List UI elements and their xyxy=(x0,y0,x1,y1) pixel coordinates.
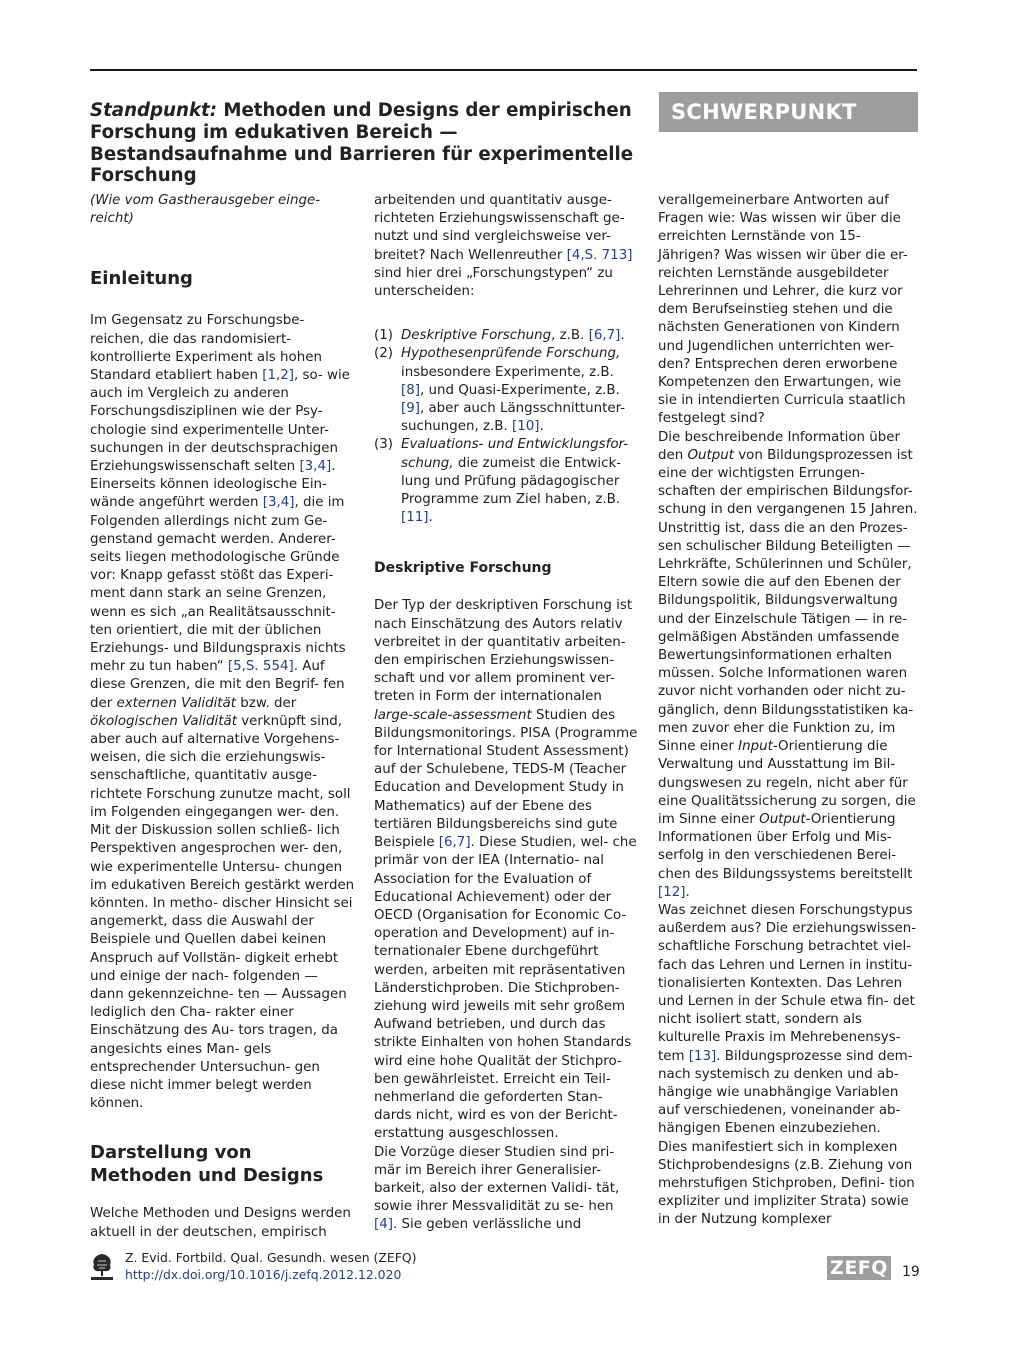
citation-link[interactable]: [6,7] xyxy=(588,328,621,344)
column-1 xyxy=(90,192,355,1242)
doi-link[interactable]: http://dx.doi.org/10.1016/j.zefq.2012.12.020 xyxy=(125,1267,402,1282)
paragraph-intro: arbeitenden und quantitativ ausge- richteten Erziehungswissenschaft ge- nutzt und sind vergleichsweise ver- breitet? Nach Wellenreuther [4,S. 713] sind hier drei „Forschungstypen“ zu unterscheiden: xyxy=(374,193,633,300)
citation-link[interactable]: [10] xyxy=(512,419,540,435)
citation-link[interactable]: [3,4] xyxy=(299,459,332,475)
title-kicker: Standpunkt: xyxy=(90,100,218,121)
paragraph-einleitung: Im Gegensatz zu Forschungsbe- reichen, die das randomisiert- kontrollierte Experiment als hohen Standard etabliert haben [1,2], so- wie auch im Vergleich zu anderen Forschungsdisziplinen wie der Psy- chologie sind experimentelle Unter- suchungen in der deutschsprachigen Erziehungswissenschaft selten [3,4]. Einerseits können ideologische Ein- wände angeführt werden [3,4], die im Folgenden allerdings nicht zum Ge- genstand gemacht werden. Anderer- seits liegen methodologische Gründe vor: Knapp gefasst stößt das Experi- ment dann stark an seine Grenzen, wenn es sich „an Realitätsausschnit- ten orientiert, die mit der üblichen Erziehungs- und Bildungspraxis nichts mehr zu tun haben“ [5,S. 554]. Auf diese Grenzen, die mit den Begrif- fen der externen Validität bzw. der ökologischen Validität verknüpft sind, aber auch auf alternative Vorgehens- weisen, die sich die erziehungswis- senschaftliche, quantitativ ausge- richtete Forschung zunutze macht, soll im Folgenden eingegangen wer- den. Mit der Diskussion sollen schließ- lich Perspektiven angesprochen wer- den, wie experimentelle Untersu- chungen im edukativen Bereich gestärkt werden könnten. In metho- discher Hinsicht sei angemerkt, dass die Auswahl der Beispiele und Quellen dabei keinen Anspruch auf Vollstän- digkeit erhebt und einige der nach- folgenden — dann gekennzeichne- ten — Aussagen lediglich den Cha- rakter einer Einschätzung des Au- tors tragen, da angesichts eines Man- gels entsprechender Untersuchun- gen diese nicht immer belegt werden können. xyxy=(90,313,355,1112)
paragraph-forschungstypus: Was zeichnet diesen Forschungstypus außerdem aus? Die erziehungswissen- schaftliche Forschung betrachtet viel- fach das Lehren und Lernen in institu- tionalisierten Kontexten. Das Lehren und Lernen in der Schule etwa fin- det nicht isoliert statt, sondern als kulturelle Praxis im Mehrebenensys- tem [13]. Bildungsprozesse sind dem- nach systemisch zu denken und ab- hängige wie unabhängige Variablen auf verschiedenen, voneinander ab- hängigen Ebenen einzubeziehen. xyxy=(658,902,917,1137)
page-footer xyxy=(90,1250,920,1290)
citation-link[interactable]: [6,7] xyxy=(438,835,471,851)
column-3 xyxy=(658,192,920,1230)
zefq-logo: ZEFQ xyxy=(827,1256,891,1280)
paragraph-darstellung: Welche Methoden und Designs werden aktuell in der deutschen, empirisch xyxy=(90,1206,351,1240)
top-rule xyxy=(90,69,917,71)
editor-note: (Wie vom Gastherausgeber einge- reicht) xyxy=(90,193,321,227)
citation-link[interactable]: [9] xyxy=(401,401,420,417)
list-item: (2) Hypothesenprüfende Forschung, insbesondere Experimente, z.B. [8], und Quasi-Experimente, z.B. [9], aber auch Längsschnittunter- suchungen, z.B. [10]. xyxy=(374,346,626,435)
citation-link[interactable]: [5,S. 554] xyxy=(227,659,294,675)
paragraph-output: Die beschreibende Information über den Output von Bildungsprozessen ist eine der wichtigsten Errungen- schaften der empirischen Bildungsfor- schung in den vergangenen 15 Jahren. Unstrittig ist, dass die an den Prozes- sen schulischer Bildung Beteiligten — Lehrkräfte, Schülerinnen und Schüler, Eltern sowie die auf den Ebenen der Bildungspolitik, Bildungsverwaltung und der Einzelschule Tätigen — in re- gelmäßigen Abständen umfassende Bewertungsinformationen erhalten müssen. Solche Informationen waren zuvor nicht vorhanden oder nicht zu- gänglich, denn Bildungsstatistiken ka- men zuvor eher die Funktion zu, im Sinne einer Input-Orientierung die Verwaltung und Ausstattung im Bil- dungswesen zu regeln, nicht aber für eine Qualitätssicherung zu sorgen, die im Sinne einer Output-Orientierung Informationen über Erfolg und Mis- serfolg in den verschiedenen Berei- chen des Bildungssystems bereitstellt [12]. xyxy=(658,429,918,900)
heading-darstellung: Darstellung von Methoden und Designs xyxy=(90,1142,324,1187)
list-item: (1) Deskriptive Forschung, z.B. [6,7]. xyxy=(374,328,625,344)
list-item: (3) Evaluations- und Entwicklungsfor- schung, die zumeist die Entwick- lung und Prüfung pädagogischer Programme zum Ziel haben, z.B. [11]. xyxy=(374,437,629,526)
heading-einleitung: Einleitung xyxy=(90,268,193,290)
page-number: 19 xyxy=(902,1264,920,1280)
paragraph-vorzuege: Die Vorzüge dieser Studien sind pri- mär im Bereich ihrer Generalisier- barkeit, also der externen Validi- tät, sowie ihrer Messvalidität zu se- hen [4]. Sie geben verlässliche und xyxy=(374,1144,620,1233)
citation-link[interactable]: [1,2] xyxy=(262,368,294,384)
column-2 xyxy=(374,192,639,1235)
citation-link[interactable]: [4,S. 713] xyxy=(566,247,633,263)
publisher-tree-logo-icon xyxy=(90,1251,114,1281)
journal-citation: Z. Evid. Fortbild. Qual. Gesundh. wesen (ZEFQ) xyxy=(125,1250,417,1265)
citation-link[interactable]: [12] xyxy=(658,884,686,900)
citation-link[interactable]: [13] xyxy=(688,1048,717,1064)
citation-link[interactable]: [8] xyxy=(401,382,420,398)
citation-link[interactable]: [3,4] xyxy=(262,495,295,511)
paragraph-fragen: verallgemeinerbare Antworten auf Fragen wie: Was wissen wir über die erreichten Lernstände von 15- Jährigen? Was wissen wir über die er- reichten Lernstände ausgebildeter Lehrerinnen und Lehrer, die kurz vor dem Berufseinstieg stehen und die nächsten Generationen von Kindern und Jugendlichen unterrichten wer- den? Entsprechen deren erworbene Kompetenzen den Erwartungen, wie sie in intendierten Curricula staatlich festgelegt sind? xyxy=(658,193,908,427)
section-label: SCHWERPUNKT xyxy=(659,92,918,132)
citation-link[interactable]: [4] xyxy=(374,1217,393,1233)
paragraph-deskriptiv: Der Typ der deskriptiven Forschung ist nach Einschätzung des Autors relativ verbreitet in der quantitativ arbeiten- den empirischen Erziehungswissen- schaft und vor allem prominent ver- treten in Form der internationalen large-scale-assessment Studien des Bildungsmonitorings. PISA (Programme for International Student Assessment) auf der Schulebene, TEDS-M (Teacher Education and Development Study in Mathematics) auf der Ebene des tertiären Bildungsbereichs sind gute Beispiele [6,7]. Diese Studien, wel- che primär von der IEA (Internatio- nal Association for the Evaluation of Educational Achievement) oder der OECD (Organisation for Economic Co- operation and Development) auf in- ternationaler Ebene durchgeführt werden, arbeiten mit repräsentativen Länderstichproben. Die Stichproben- ziehung wird jeweils mit sehr großem Aufwand betrieben, und durch das strikte Einhalten von hohen Standards wird eine hohe Qualität der Stichpro- ben gewährleistet. Erreicht ein Teil- nehmerland die geforderten Stan- dards nicht, wird es von der Bericht- erstattung ausgeschlossen. xyxy=(374,598,638,1142)
research-types-list xyxy=(374,327,639,527)
paragraph-stichproben: Dies manifestiert sich in komplexen Stichprobendesigns (z.B. Ziehung von mehrstufigen Stichproben, Defini- tion expliziter und impliziter Strata) sowie in der Nutzung komplexer xyxy=(658,1139,915,1228)
citation-link[interactable]: [11] xyxy=(401,510,429,526)
title-text: Methoden und Designs der empirischen Forschung im edukativen Bereich — Bestandsaufnahme und Barrieren für experimentelle Forschung xyxy=(90,100,634,187)
heading-deskriptive-forschung: Deskriptive Forschung xyxy=(374,560,552,577)
article-title xyxy=(90,100,650,187)
